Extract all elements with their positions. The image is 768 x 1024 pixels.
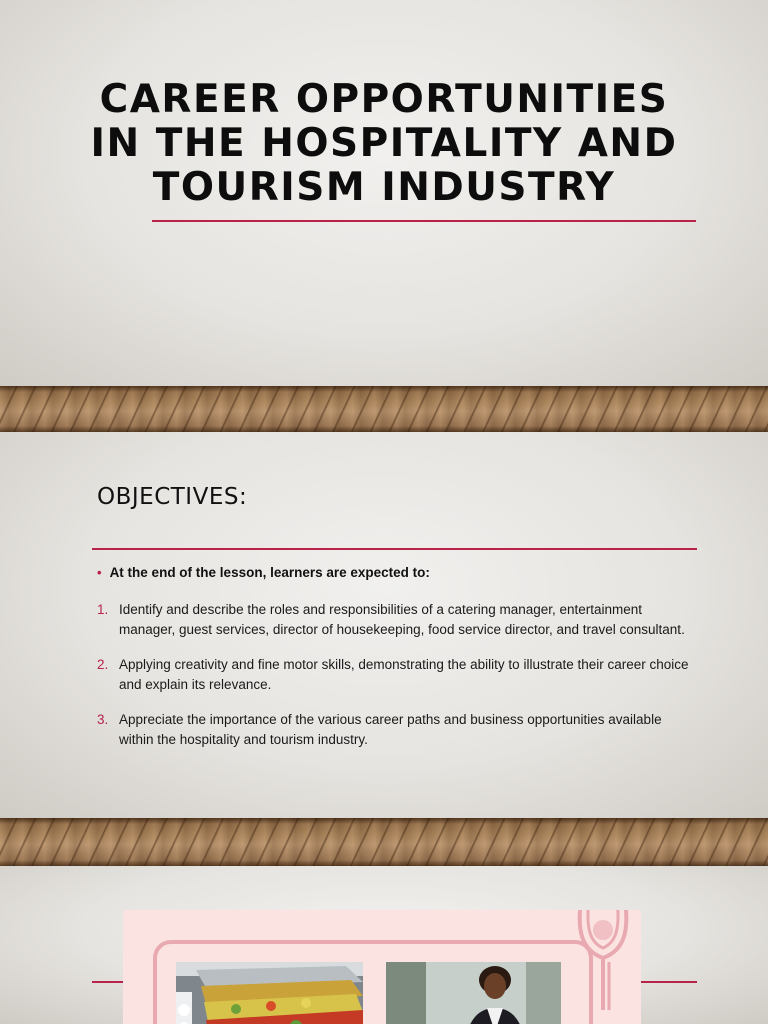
- item-number: 2.: [97, 657, 109, 672]
- manager-photo: [386, 962, 561, 1024]
- wine-glass-icon: [563, 910, 641, 1020]
- item-number: 3.: [97, 712, 109, 727]
- image-card: [123, 910, 641, 1024]
- objectives-list: [97, 600, 697, 765]
- list-item: [97, 600, 697, 640]
- list-item: [97, 710, 697, 750]
- title-line-2: IN THE HOSPITALITY AND: [90, 121, 678, 166]
- list-item: [97, 655, 697, 695]
- item-text: Applying creativity and fine motor skills, demonstrating the ability to illustrate their career choice and explain its relevance.: [119, 657, 689, 692]
- bullet-icon: •: [97, 565, 102, 580]
- intro-text: At the end of the lesson, learners are expected to:: [109, 565, 430, 580]
- item-text: Appreciate the importance of the various career paths and business opportunities available within the hospitality and tourism industry.: [119, 712, 662, 747]
- objectives-slide: [0, 432, 768, 818]
- wood-floor-divider: [0, 386, 768, 432]
- slide-title: [40, 78, 728, 210]
- right-accent-line: [641, 981, 697, 983]
- objectives-intro: [97, 565, 430, 580]
- title-line-3: TOURISM INDUSTRY: [152, 165, 616, 210]
- title-underline: [152, 220, 696, 222]
- objectives-underline: [92, 548, 697, 550]
- careers-image-slide: [0, 866, 768, 1024]
- wood-floor-divider: [0, 818, 768, 866]
- buffet-photo: [176, 962, 363, 1024]
- objectives-heading: OBJECTIVES:: [97, 484, 248, 510]
- item-number: 1.: [97, 602, 109, 617]
- title-line-1: CAREER OPPORTUNITIES: [99, 77, 669, 122]
- left-accent-line: [92, 981, 124, 983]
- title-slide: [0, 0, 768, 386]
- item-text: Identify and describe the roles and responsibilities of a catering manager, entertainment manager, guest services, director of housekeeping, food service director, and travel consultant.: [119, 602, 685, 637]
